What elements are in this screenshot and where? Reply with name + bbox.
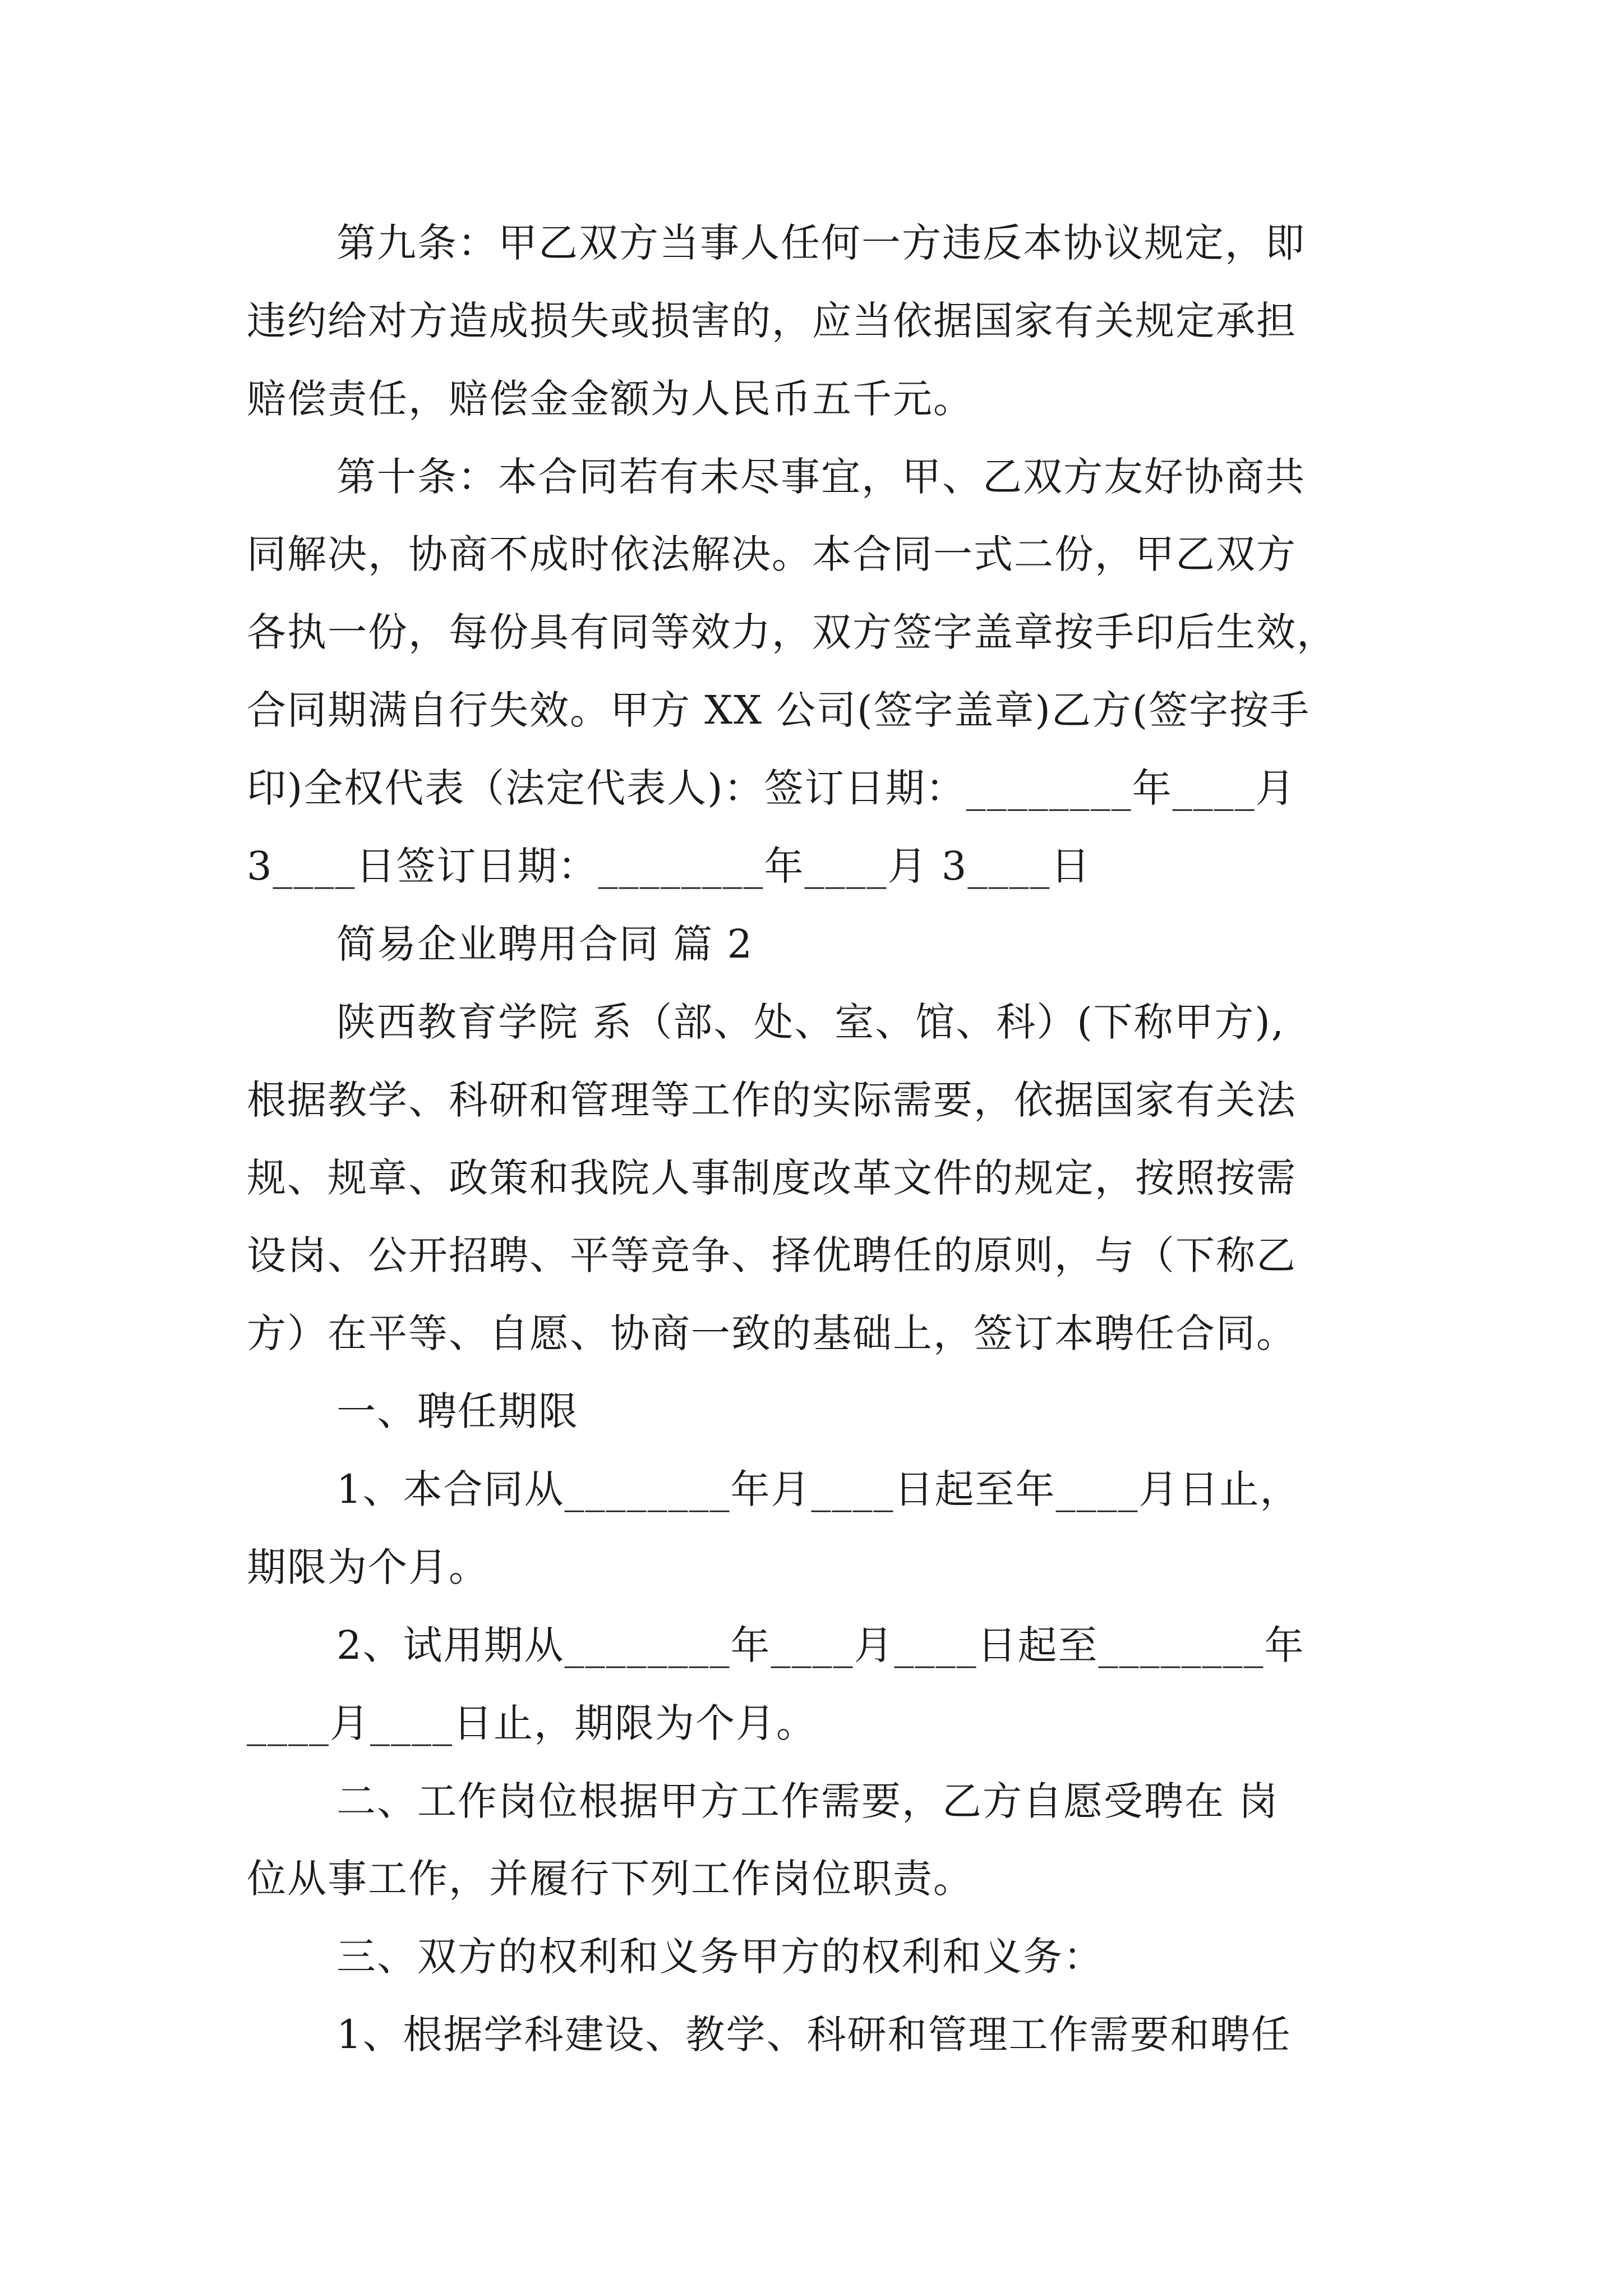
position-line-2: 位从事工作，并履行下列工作岗位职责。 [247,1856,974,1902]
rights-item-1-line-1: 1、根据学科建设、教学、科研和管理工作需要和聘任 [336,2012,1292,2058]
term-heading: 一、聘任期限 [336,1388,579,1434]
preamble-line-5: 方）在平等、自愿、协商一致的基础上，签订本聘任合同。 [247,1310,1297,1356]
article-9-line-3: 赔偿责任，赔偿金金额为人民币五千元。 [247,376,974,422]
position-line-1: 二、工作岗位根据甲方工作需要，乙方自愿受聘在 岗 [336,1778,1279,1824]
rights-heading: 三、双方的权利和义务甲方的权利和义务： [336,1934,1104,1980]
term-item-2-line-1: 2、试用期从________年____月____日起至________年 [336,1622,1305,1668]
preamble-line-1: 陕西教育学院 系（部、处、室、馆、科）(下称甲方), [336,999,1285,1045]
article-9-line-1: 第九条：甲乙双方当事人任何一方违反本协议规定，即 [336,220,1306,266]
article-10-line-5: 印)全权代表（法定代表人)：签订日期：________年____月 [247,765,1296,811]
article-9-line-2: 违约给对方造成损失或损害的，应当依据国家有关规定承担 [247,298,1297,344]
article-10-line-4: 合同期满自行失效。甲方 XX 公司(签字盖章)乙方(签字按手 [247,687,1311,733]
preamble-line-4: 设岗、公开招聘、平等竞争、择优聘任的原则，与（下称乙 [247,1232,1297,1278]
preamble-line-3: 规、规章、政策和我院人事制度改革文件的规定，按照按需 [247,1155,1297,1201]
article-10-line-3: 各执一份，每份具有同等效力，双方签字盖章按手印后生效， [247,609,1337,655]
term-item-2-line-2: ____月____日止，期限为个月。 [247,1700,817,1746]
term-item-1-line-2: 期限为个月。 [247,1544,489,1590]
article-10-line-6: 3____日签订日期：________年____月 3____日 [247,843,1091,889]
preamble-line-2: 根据教学、科研和管理等工作的实际需要，依据国家有关法 [247,1077,1297,1123]
section-heading: 简易企业聘用合同 篇 2 [336,921,754,967]
article-10-line-1: 第十条：本合同若有未尽事宜，甲、乙双方友好协商共 [336,454,1306,500]
article-10-line-2: 同解决，协商不成时依法解决。本合同一式二份，甲乙双方 [247,531,1297,577]
term-item-1-line-1: 1、本合同从________年月____日起至年____月日止， [336,1466,1301,1512]
